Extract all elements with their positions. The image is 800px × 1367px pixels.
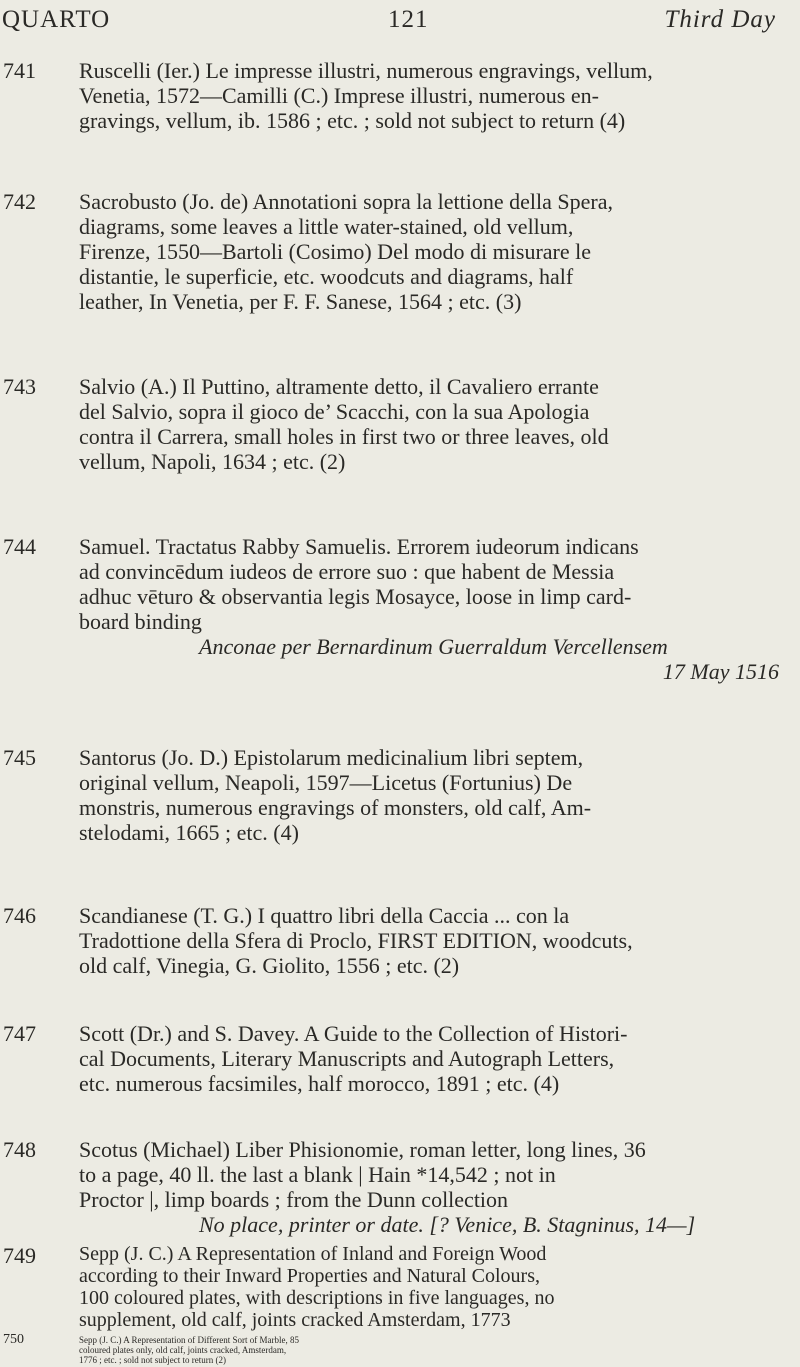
lot-line: leather, In Venetia, per F. F. Sanese, 1564 ; etc. (3) (79, 289, 522, 314)
lot-number: 742 (3, 189, 36, 214)
lot-imprint: No place, printer or date. [? Venice, B. Stagninus, 14—] (199, 1212, 696, 1237)
lot-line: Santorus (Jo. D.) Epistolarum medicinalium libri septem, (79, 745, 584, 770)
lot-number: 750 (3, 1332, 24, 1347)
lot-line: Scotus (Michael) Liber Phisionomie, roman letter, long lines, 36 (79, 1137, 646, 1162)
lot-line: to a page, 40 ll. the last a blank | Hain *14,542 ; not in (79, 1162, 556, 1187)
lot-number: 743 (3, 374, 36, 399)
lot-description (79, 374, 779, 474)
lot-line: 1776 ; etc. ; sold not subject to return (2) (79, 1355, 226, 1365)
lot-imprint: Anconae per Bernardinum Guerraldum Vercellensem (199, 634, 668, 659)
lot-line: diagrams, some leaves a little water-stained, old vellum, (79, 214, 574, 239)
lot-line: ad convincēdum iudeos de errore suo : que habent de Messia (79, 559, 615, 584)
lot-line: coloured plates only, old calf, joints cracked, Amsterdam, (79, 1345, 287, 1355)
lot-description (79, 1021, 779, 1096)
lot-number: 741 (3, 58, 36, 83)
lot-line: old calf, Vinegia, G. Giolito, 1556 ; etc. (2) (79, 953, 460, 978)
lot-line: supplement, old calf, joints cracked Amsterdam, 1773 (79, 1309, 511, 1331)
lot-description (79, 58, 779, 133)
lot-description (79, 1335, 779, 1365)
lot-line: monstris, numerous engravings of monsters, old calf, Am- (79, 795, 592, 820)
lot-line: del Salvio, sopra il gioco de’ Scacchi, con la sua Apologia (79, 399, 590, 424)
lot-description (79, 189, 779, 314)
lot-line: Proctor |, limp boards ; from the Dunn collection (79, 1187, 509, 1212)
lot-line: Sepp (J. C.) A Representation of Inland and Foreign Wood (79, 1243, 547, 1265)
lot-line: Sepp (J. C.) A Representation of Different Sort of Marble, 85 (79, 1335, 300, 1345)
lot-line: Sacrobusto (Jo. de) Annotationi sopra la lettione della Spera, (79, 189, 613, 214)
lot-line: gravings, vellum, ib. 1586 ; etc. ; sold not subject to return (4) (79, 108, 626, 133)
lot-line: according to their Inward Properties and Natural Colours, (79, 1265, 540, 1287)
lot-line: Salvio (A.) Il Puttino, altramente detto, il Cavaliero errante (79, 374, 599, 399)
lot-description (79, 534, 779, 684)
lot-line: adhuc vēturo & observantia legis Mosayce, loose in limp card- (79, 584, 632, 609)
lot-line: cal Documents, Literary Manuscripts and Autograph Letters, (79, 1046, 615, 1071)
lot-line: Firenze, 1550—Bartoli (Cosimo) Del modo di misurare le (79, 239, 592, 264)
header-section: QUARTO (2, 6, 111, 33)
lot-line: Tradottione della Sfera di Proclo, FIRST EDITION, woodcuts, (79, 928, 633, 953)
lot-line: vellum, Napoli, 1634 ; etc. (2) (79, 449, 346, 474)
lot-line: Scandianese (T. G.) I quattro libri della Caccia ... con la (79, 903, 570, 928)
lot-number: 746 (3, 903, 36, 928)
lot-description (79, 903, 779, 978)
lot-description (79, 745, 779, 845)
page-number: 121 (388, 6, 429, 33)
lot-line: board binding (79, 609, 202, 634)
page-header (0, 0, 800, 40)
lot-line: Ruscelli (Ier.) Le impresse illustri, numerous engravings, vellum, (79, 58, 653, 83)
lot-line: Scott (Dr.) and S. Davey. A Guide to the Collection of Histori- (79, 1021, 628, 1046)
lot-description (79, 1137, 779, 1237)
lot-number: 744 (3, 534, 36, 559)
lot-line: stelodami, 1665 ; etc. (4) (79, 820, 299, 845)
lot-line: original vellum, Neapoli, 1597—Licetus (Fortunius) De (79, 770, 573, 795)
lot-number: 748 (3, 1137, 36, 1162)
lot-line: 100 coloured plates, with descriptions in five languages, no (79, 1287, 555, 1309)
lot-number: 747 (3, 1021, 36, 1046)
lot-line: etc. numerous facsimiles, half morocco, 1891 ; etc. (4) (79, 1071, 560, 1096)
lot-date: 17 May 1516 (662, 659, 779, 684)
lot-line: distantie, le superficie, etc. woodcuts and diagrams, half (79, 264, 574, 289)
lot-line: contra il Carrera, small holes in first two or three leaves, old (79, 424, 609, 449)
lot-description (79, 1243, 779, 1331)
lot-number: 745 (3, 745, 36, 770)
lot-line: Venetia, 1572—Camilli (C.) Imprese illustri, numerous en- (79, 83, 599, 108)
lot-number: 749 (3, 1243, 36, 1268)
lot-line: Samuel. Tractatus Rabby Samuelis. Errorem iudeorum indicans (79, 534, 639, 559)
header-day: Third Day (664, 6, 776, 33)
